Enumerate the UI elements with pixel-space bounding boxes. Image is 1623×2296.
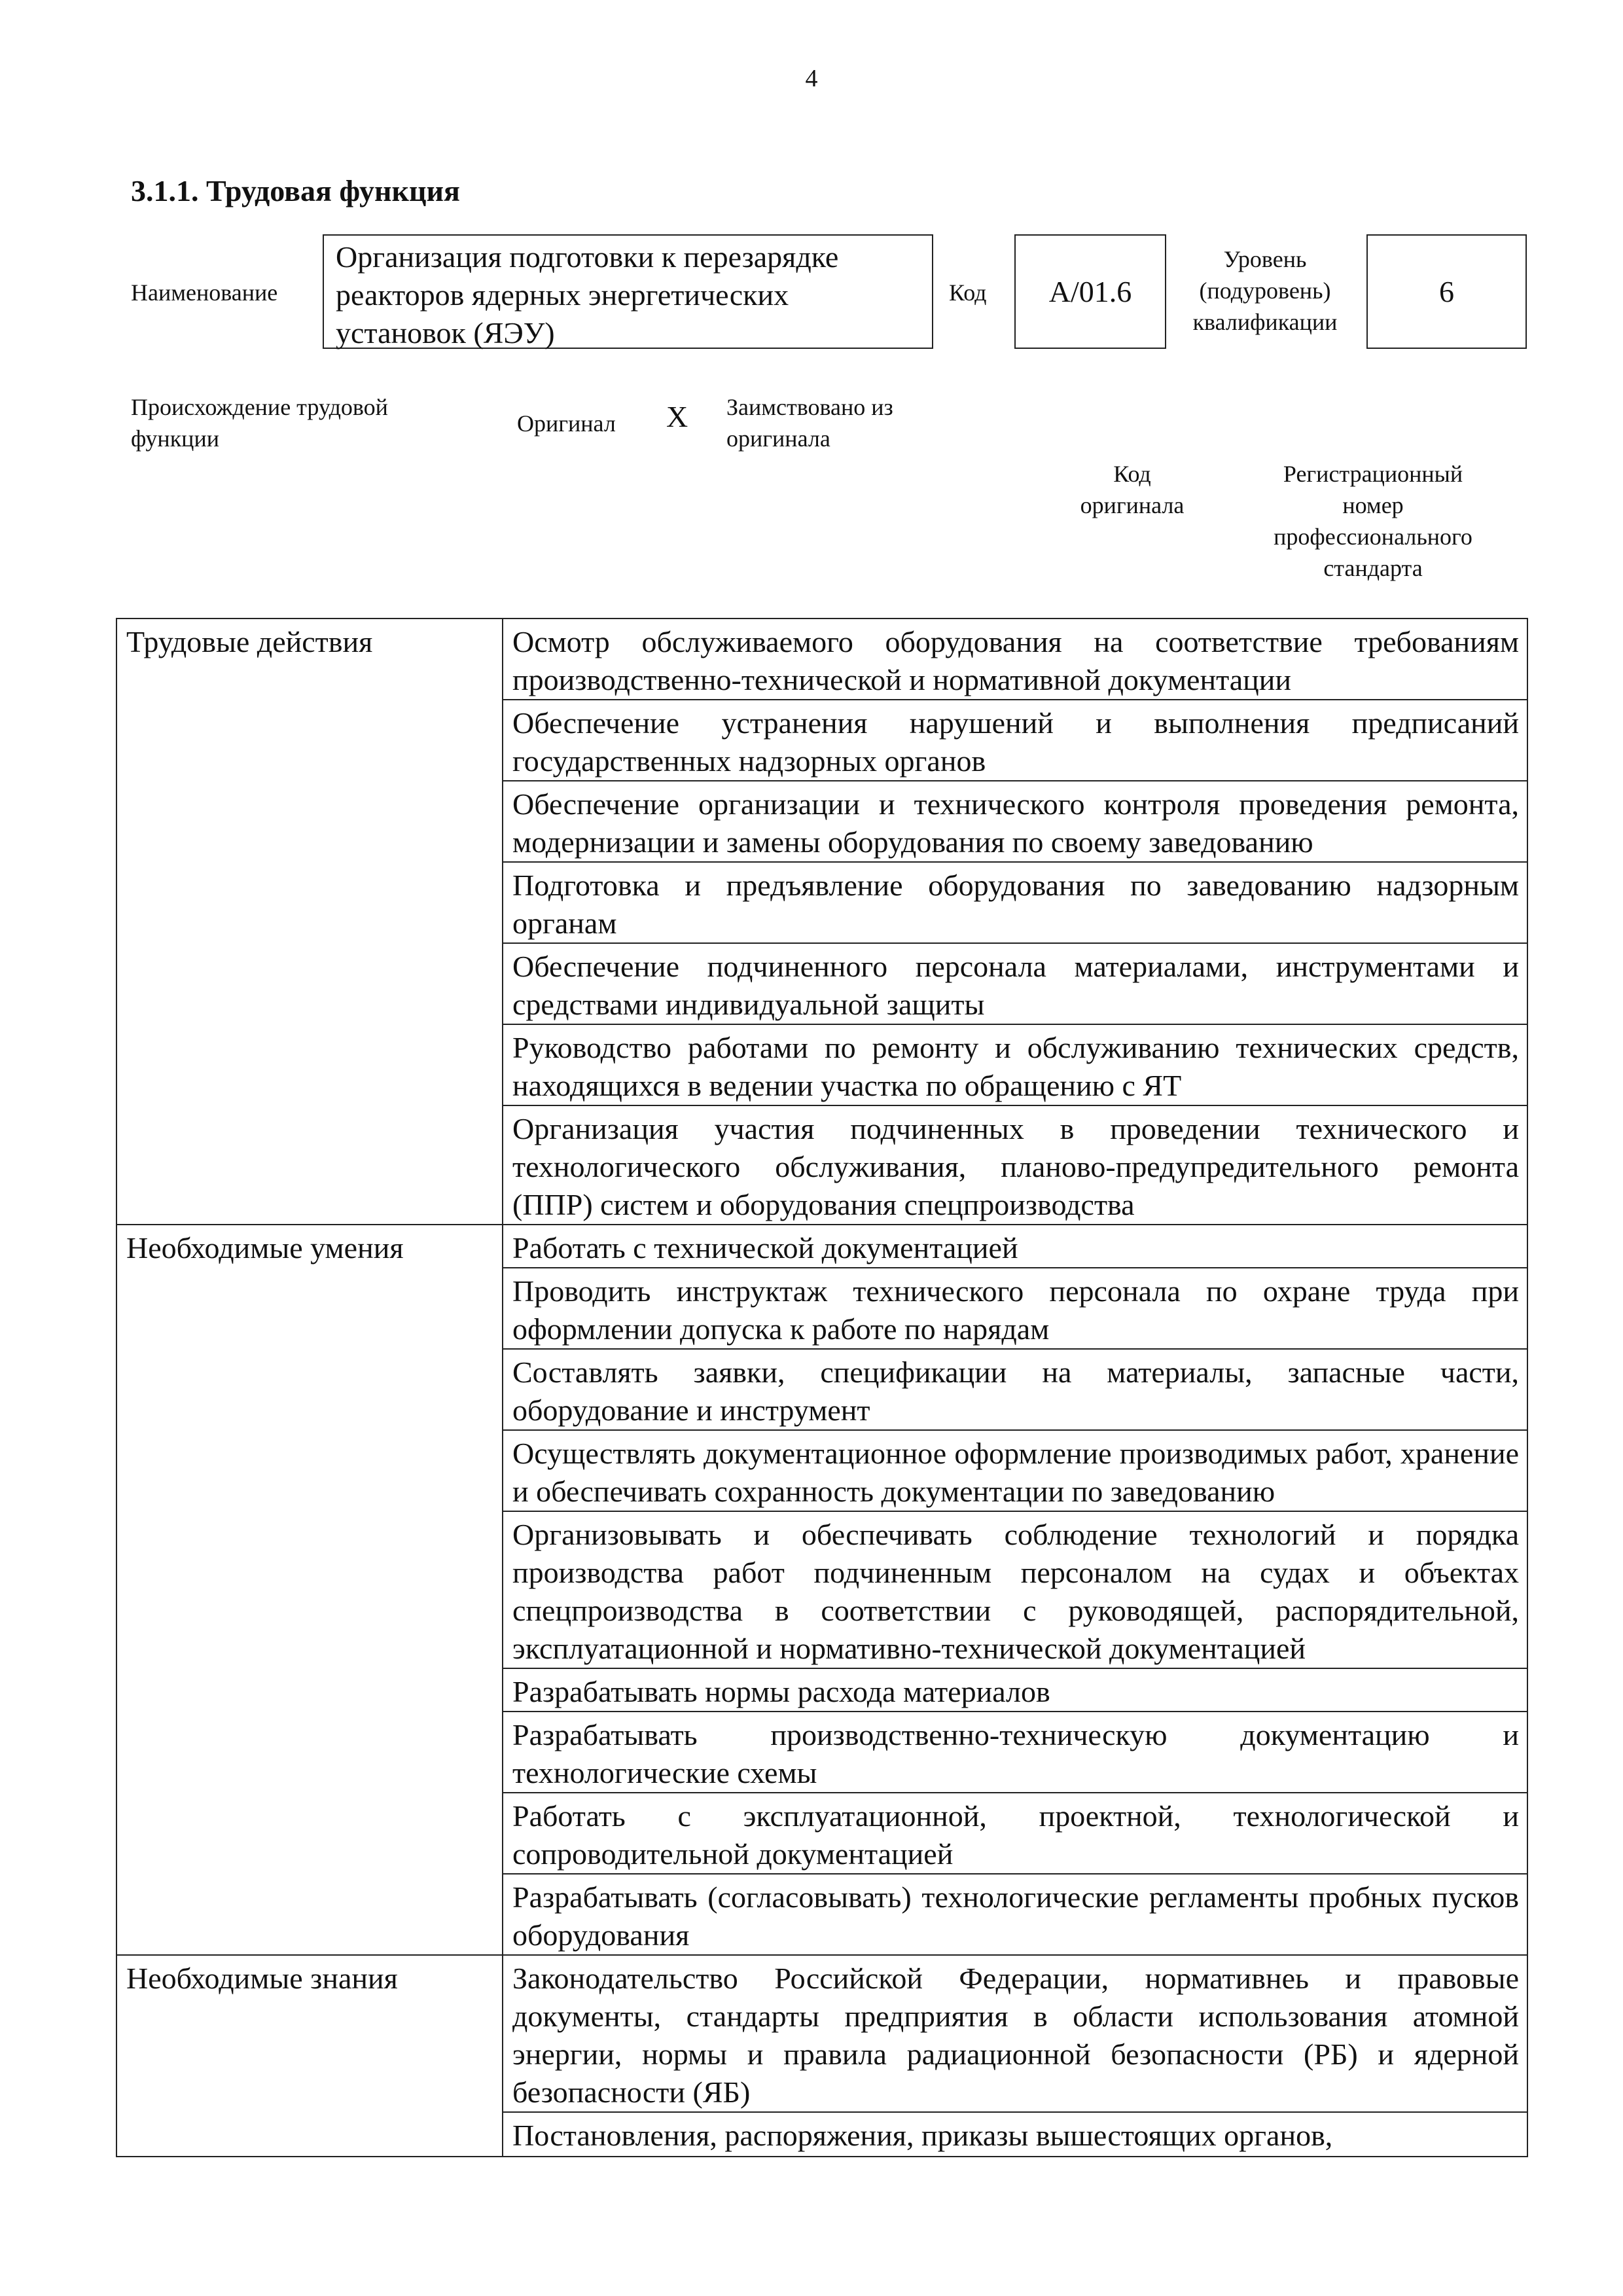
table-row <box>116 1225 1527 1268</box>
level-label: Уровень (подуровень) квалификации <box>1192 246 1338 335</box>
registration-number-label: Регистрационный номер профессионального стандарта <box>1274 461 1472 581</box>
item-cell: Обеспечение устранения нарушений и выполнения предписаний государственных надзорных органов <box>503 700 1527 781</box>
table-row <box>116 1955 1527 2112</box>
level-value: 6 <box>1439 274 1454 308</box>
item-cell: Законодательство Российской Федерации, нормативнеь и правовые документы, стандарты предприятия в области использования атомной энергии, нормы и правила радиационной безопасности (РБ) и ядерной безопасности (ЯБ) <box>503 1955 1527 2112</box>
item-cell: Осуществлять документационное оформление производимых работ, хранение и обеспечивать сохранность документации по заведованию <box>503 1430 1527 1511</box>
category-cell: Трудовые действия <box>116 619 503 1225</box>
code-value-box <box>1014 234 1166 349</box>
item-cell: Постановления, распоряжения, приказы вышестоящих органов, <box>503 2112 1527 2157</box>
item-cell: Осмотр обслуживаемого оборудования на соответствие требованиям производственно-технической и нормативной документации <box>503 619 1527 700</box>
table-row <box>116 619 1527 700</box>
item-cell: Составлять заявки, спецификации на материалы, запасные части, оборудование и инструмент <box>503 1349 1527 1430</box>
item-cell: Работать с эксплуатационной, проектной, технологической и сопроводительной документацией <box>503 1793 1527 1874</box>
borrowed-label: Заимствовано из оригинала <box>726 394 893 452</box>
item-cell: Разрабатывать нормы расхода материалов <box>503 1668 1527 1712</box>
item-cell: Обеспечение подчиненного персонала материалами, инструментами и средствами индивидуальной защиты <box>503 943 1527 1024</box>
item-cell: Работать с технической документацией <box>503 1225 1527 1268</box>
level-value-box <box>1366 234 1527 349</box>
origin-label: Происхождение трудовой функции <box>131 394 388 452</box>
section-title: 3.1.1. Трудовая функция <box>131 174 460 207</box>
code-label: Код <box>949 279 987 306</box>
category-cell: Необходимые знания <box>116 1955 503 2157</box>
code-value: A/01.6 <box>1048 274 1132 308</box>
item-cell: Организация участия подчиненных в проведении технического и технологического обслуживания, планово-предупредительного ремонта (ППР) систем и оборудования спецпроизводства <box>503 1105 1527 1225</box>
item-cell: Обеспечение организации и технического контроля проведения ремонта, модернизации и замены оборудования по своему заведованию <box>503 781 1527 862</box>
labor-function-table <box>116 618 1528 2157</box>
original-label: Оригинал <box>517 410 616 437</box>
name-label: Наименование <box>131 279 278 306</box>
item-cell: Разрабатывать производственно-техническую документацию и технологические схемы <box>503 1712 1527 1793</box>
item-cell: Руководство работами по ремонту и обслуживанию технических средств, находящихся в ведении участка по обращению с ЯТ <box>503 1024 1527 1105</box>
name-value: Организация подготовки к перезарядке реакторов ядерных энергетических установок (ЯЭУ) <box>323 234 933 349</box>
item-cell: Разрабатывать (согласовывать) технологические регламенты пробных пусков оборудования <box>503 1874 1527 1955</box>
original-code-label: Код оригинала <box>1080 461 1185 518</box>
item-cell: Подготовка и предъявление оборудования по заведованию надзорным органам <box>503 862 1527 943</box>
page-number: 4 <box>805 65 818 92</box>
item-cell: Организовывать и обеспечивать соблюдение технологий и порядка производства работ подчиненным персоналом на судах и объектах спецпроизводства в соответствии с руководящей, распорядительной, эксплуатационной и нормативно-технической документацией <box>503 1511 1527 1668</box>
category-cell: Необходимые умения <box>116 1225 503 1955</box>
item-cell: Проводить инструктаж технического персонала по охране труда при оформлении допуска к работе по нарядам <box>503 1268 1527 1349</box>
original-mark: X <box>666 400 688 433</box>
